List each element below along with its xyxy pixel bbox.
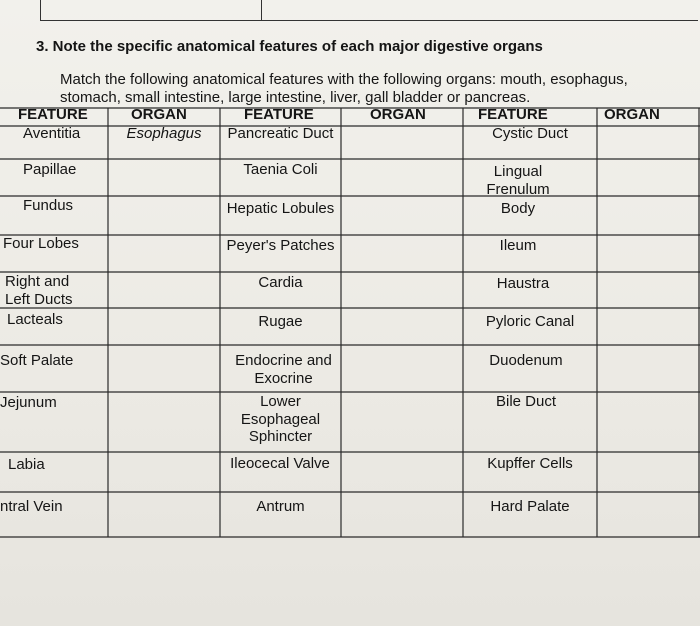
feature-cell: Cystic Duct — [492, 125, 568, 142]
feature-cell: Fundus — [23, 197, 74, 214]
feature-cell: Soft Palate — [0, 352, 74, 369]
feature-cell: Ileocecal Valve — [230, 455, 330, 472]
feature-cell: Right and Left Ducts — [5, 273, 73, 308]
feature-cell: Ileum — [499, 237, 537, 254]
feature-cell: Lingual Frenulum — [486, 163, 550, 198]
feature-cell: Lacteals — [7, 311, 63, 328]
feature-cell: Lower Esophageal Sphincter — [240, 393, 321, 445]
feature-cell: Pancreatic Duct — [227, 125, 334, 142]
feature-cell: Hepatic Lobules — [226, 200, 335, 217]
feature-cell: Body — [500, 200, 536, 217]
feature-cell: Cardia — [258, 274, 303, 291]
feature-cell: Four Lobes — [3, 235, 79, 252]
feature-cell: Endocrine and Exocrine — [235, 352, 332, 387]
feature-cell: Hard Palate — [490, 498, 570, 515]
feature-cell: Rugae — [258, 313, 303, 330]
feature-cell: ntral Vein — [0, 498, 63, 515]
organ-answer: Esophagus — [126, 125, 202, 142]
header-organ-2: ORGAN — [370, 106, 426, 123]
feature-cell: Pyloric Canal — [485, 313, 575, 330]
feature-cell: Antrum — [256, 498, 305, 515]
feature-cell: Labia — [8, 456, 45, 473]
feature-cell: Aventitia — [23, 125, 81, 142]
feature-cell: Jejunum — [0, 394, 57, 411]
feature-cell: Peyer's Patches — [226, 237, 335, 254]
feature-cell: Taenia Coli — [243, 161, 318, 178]
feature-cell: Bile Duct — [495, 393, 557, 410]
feature-cell: Kupffer Cells — [487, 455, 573, 472]
header-feature-1: FEATURE — [18, 106, 88, 123]
feature-cell: Haustra — [496, 275, 550, 292]
header-feature-3: FEATURE — [478, 106, 548, 123]
feature-cell: Papillae — [23, 161, 77, 178]
header-feature-2: FEATURE — [244, 106, 314, 123]
feature-cell: Duodenum — [489, 352, 563, 369]
header-organ-1: ORGAN — [131, 106, 187, 123]
question-instructions: Match the following anatomical features with the following organs: mouth, esophagus, stomach, small intestine, large intestine, liver, gall bladder or pancreas. — [60, 71, 628, 106]
header-organ-3: ORGAN — [604, 106, 660, 123]
question-title: 3. Note the specific anatomical features of each major digestive organs — [36, 38, 543, 55]
